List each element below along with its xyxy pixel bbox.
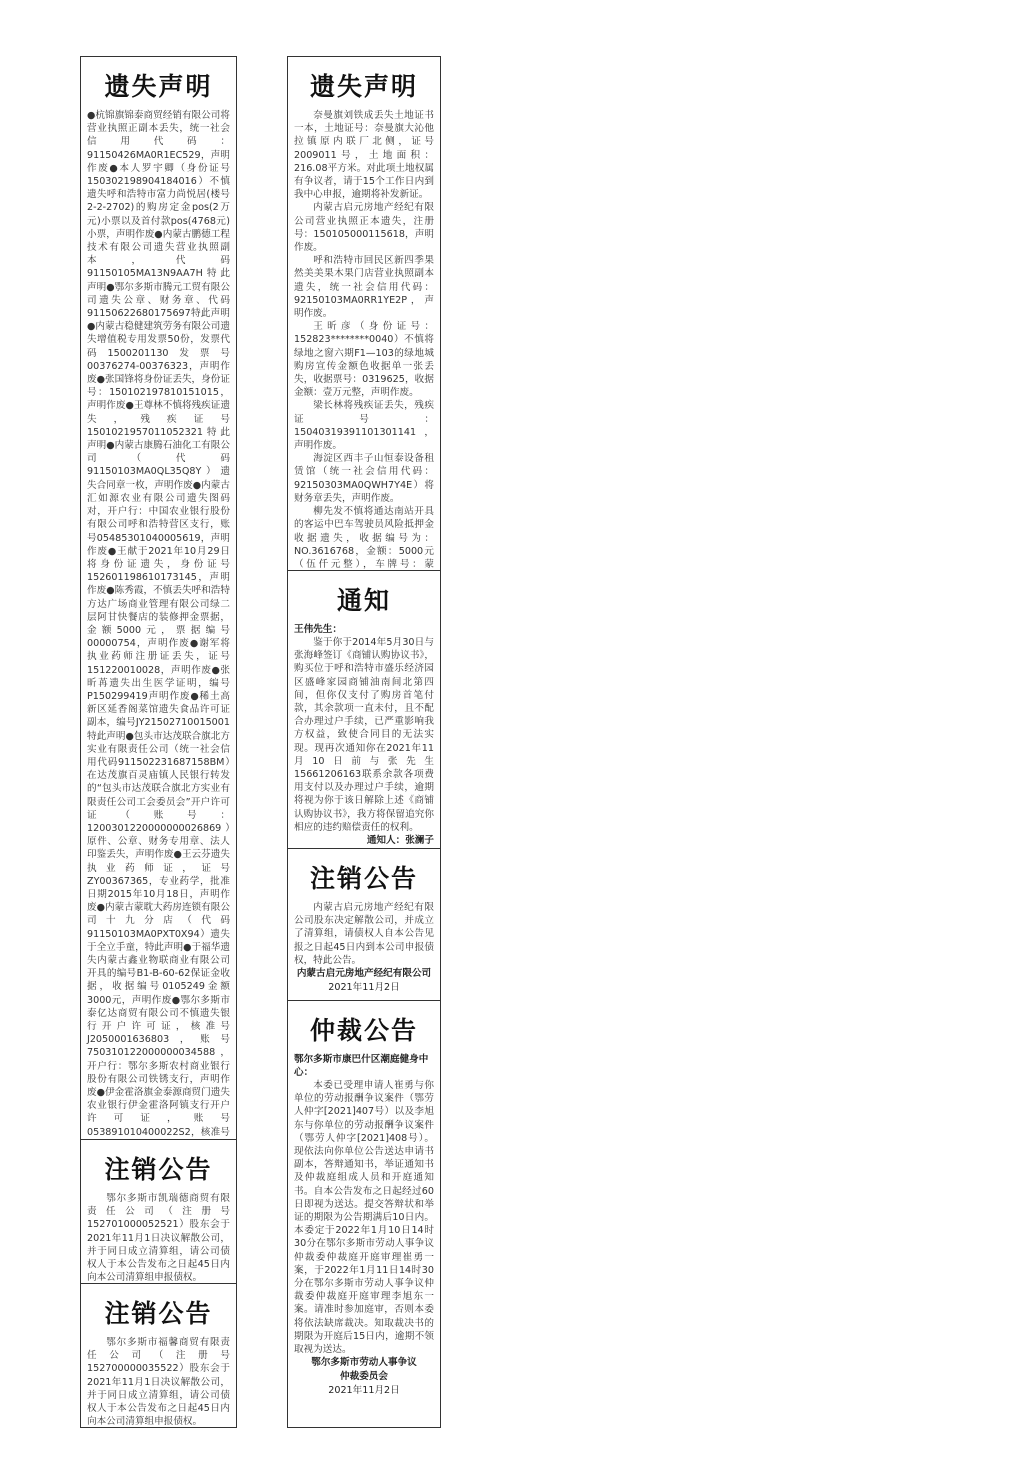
right-lost-section	[288, 57, 440, 571]
arbitration-text: 本委已受理申请人崔勇与你单位的劳动报酬争议案件（鄂劳人仲字[2021]407号）以及李旭东与你单位的劳动报酬争议案件（鄂劳人仲字[2021]408号）。现依法向你单位公告送达申请书副本，答辩通知书，举证通知书及仲裁庭组成人员和开庭通知书。自本公告发布之日起经过60日即视为送达。提交答辩状和举证的期限为公告期满后10日内。本委定于2022年1月10日14时30分在鄂尔多斯市劳动人事争议仲裁委仲裁庭开庭审理崔勇一案，于2022年1月11日14时30分在鄂尔多斯市劳动人事争议仲裁委仲裁庭开庭审理李旭东一案。请准时参加庭审，否则本委将依法缺席裁决。知取裁决书的期限为开庭后15日内，逾期不领取视为送达。	[294, 1080, 434, 1356]
cancel-notice-text: 鄂尔多斯市凯瑞德商贸有限责任公司（注册号152701000052521）股东会于2021年11月1日决议解散公司，并于同日成立清算组，请公司债权人于本公告发布之日起45日内向本公司清算组申报债权。	[87, 1193, 230, 1284]
section-title: 注销公告	[309, 864, 418, 893]
section-title: 注销公告	[104, 1299, 213, 1328]
signature: 内蒙古启元房地产经纪有限公司	[296, 968, 432, 980]
lost-statement: 梁长林将残疾证丢失，残疾证号：15040319391101301141，声明作废。	[294, 400, 434, 452]
addressee: 王伟先生：	[294, 624, 342, 635]
right-cancel-section	[288, 849, 440, 1001]
publish-date: 2021年11月2日	[328, 982, 400, 994]
lost-statement: 呼和浩特市回民区新四季果然美美果木果门店营业执照副本遗失，统一社会信用代码：92150103MA0RR1YE2P，声明作废。	[294, 255, 434, 320]
signature-line-1: 鄂尔多斯市劳动人事争议	[311, 1357, 417, 1369]
signature: 通知人：张澜子	[366, 835, 434, 847]
notice-text: 鉴于你于2014年5月30日与张海峰签订《商铺认购协议书》，购买位于呼和浩特市盛乐经济园区盛峰家园商铺油南间北第四间，但你仅支付了购房首笔付款，其余款项一直未付，且不配合办理过户手续，已严重影响我方权益，致使合同目的无法实现。现再次通知你在2021年11月10日前与张先生15661206163联系余款各项费用支付以及办理过户手续，逾期将视为你于该日解除上述《商铺认购协议书》，我方将保留追究你相应的违约赔偿责任的权利。	[294, 637, 434, 833]
publish-date: 2021年11月2日	[328, 1385, 400, 1397]
section-body	[81, 1192, 236, 1284]
lost-statement: 海淀区西丰子山恒泰设备租赁馆（统一社会信用代码：92150303MA0QWH7Y4E）将财务章丢失，声明作废。	[294, 453, 434, 504]
cancel-notice-text: 鄂尔多斯市福馨商贸有限责任公司（注册号152700000035522）股东会于2021年11月1日决议解散公司，并于同日成立清算组，请公司债权人于本公告发布之日起45日内向本公司清算组申报债权。	[87, 1337, 230, 1427]
left-lost-section	[81, 57, 236, 1140]
section-body	[81, 109, 236, 1140]
section-title: 注销公告	[104, 1155, 213, 1184]
section-body	[81, 1336, 236, 1427]
section-title: 仲裁公告	[309, 1016, 418, 1045]
addressee: 鄂尔多斯市康巴什区潮庭健身中心：	[294, 1054, 429, 1078]
lost-statements-text: ●杭锦旗锦泰商贸经销有限公司将营业执照正副本丢失，统一社会信用代码：91150426MA0R1EC529，声明作废●本人罗宇卿（身份证号150302198904184016）不慎遗失呼和浩特市富力尚悦居(楼号2-2-2702)的购房定金pos(2万元)小票以及首付款pos(4768元)小票，声明作废●内蒙古鹏德工程技术有限公司遗失营业执照副本，代码91150105MA13N9AA7H特此声明●鄂尔多斯市腾元工贸有限公司遗失公章、财务章、代码91150622680175697特此声明●内蒙古稳健建筑劳务有限公司遗失增值税专用发票50份，发票代码1500201130发票号00376274-00376323，声明作废●张国锋将身份证丢失，身份证号：150102197810151015，声明作废●王尊林不慎将残疾证遗失，残疾证号1501021957011052321特此声明●内蒙古康腾石油化工有限公司（代码91150103MA0QL35Q8Y）遗失合同章一枚，声明作废●内蒙古汇如源农业有限公司遗失图码对，开户行：中国农业银行股份有限公司呼和浩特营区支行，账号05485301040005619，声明作废●王献于2021年10月29日将身份证遗失，身份证号152601198610173145，声明作废●陈秀霞，不慎丢失呼和浩特方达广场商业管理有限公司绿二层阿甘快餐店的装修押金票据，金额5000元，票据编号00000754，声明作废●谢军将执业药师注册证丢失，证号151220010028，声明作废●张昕苒遗失出生医学证明，编号P150299419声明作废●稀土高新区延香阁菜馆遗失食品许可证副本，编号JY21502710015001特此声明●包头市达茂联合旗北方实业有限责任公司（统一社会信用代码911502231687158BM）在达茂旗百灵庙镇人民银行转发的“包头市达茂联合旗北方实业有限责任公司工会委员会”开户许可证（账号：1200301220000000026869）原件、公章、财务专用章、法人印鉴丢失，声明作废●王云芬遗失执业药师证，证号ZY00367365，专业药学，批准日期2015年10月18日，声明作废●内蒙古蒙耽大药房连锁有限公司十九分店（代码91150103MA0PXT0X94）遗失于全立手童，特此声明●于福华遗失内蒙古鑫业物联商业有限公司开具的编号B1-B-60-62保证金收据，收据编号0105249金额3000元，声明作废●鄂尔多斯市泰亿达商贸有限公司不慎遗失银行开户许可证，核准号J2050001636803，账号750310122000000034588，开户行：鄂尔多斯农村商业银行股份有限公司铁锈支行，声明作废●伊金霍洛旗金泰源商贸门遗失农业银行伊金霍洛阿镇支行开户许可证，账号053891010400022S2，核准号	[87, 110, 230, 1138]
cancel-notice-text: 内蒙古启元房地产经纪有限公司股东决定解散公司，并成立了清算组，请债权人自本公告见报之日起45日内到本公司申报债权，特此公告。	[294, 902, 434, 966]
lost-statement: 奈曼旗刘铁成丢失土地证书一本，土地证号：奈曼旗大沁他拉镇原内联厂北侧，证号2009011号，土地面积：216.08平方米。对此项土地权属有争议者，请于15个工作日内到我中心申报，逾期将补发新证。	[294, 110, 434, 201]
section-body	[288, 636, 440, 834]
section-title: 通知	[336, 586, 391, 615]
left-cancel-section-2	[81, 1284, 236, 1427]
section-title: 遗失声明	[309, 72, 418, 101]
right-arbitration-section	[288, 1001, 440, 1426]
section-body	[288, 1079, 440, 1356]
right-column	[287, 56, 441, 1428]
lost-statement: 王昕彦（身份证号：152823********0040）不慎将绿地之窗六期F1—103的绿地城购房宣传金额色收据单一张丢失，收据票号：0319625，收据金额：壹万元整，声明作废。	[294, 321, 434, 399]
right-notice-section	[288, 571, 440, 849]
section-body	[288, 109, 440, 571]
section-body	[288, 901, 440, 967]
left-column	[80, 56, 237, 1428]
lost-statement: 内蒙古启元房地产经纪有限公司营业执照正本遗失，注册号：150105000115618，声明作废。	[294, 202, 434, 254]
left-cancel-section-1	[81, 1140, 236, 1284]
lost-statement: 柳先发不慎将通达南站开具的客运中巴车驾驶员风险抵押金收据遗失，收据编号为：NO.3616768，金额：5000元（伍仟元整），车牌号：蒙	[294, 506, 434, 570]
section-title: 遗失声明	[104, 72, 213, 101]
signature-line-2: 仲裁委员会	[340, 1371, 388, 1383]
